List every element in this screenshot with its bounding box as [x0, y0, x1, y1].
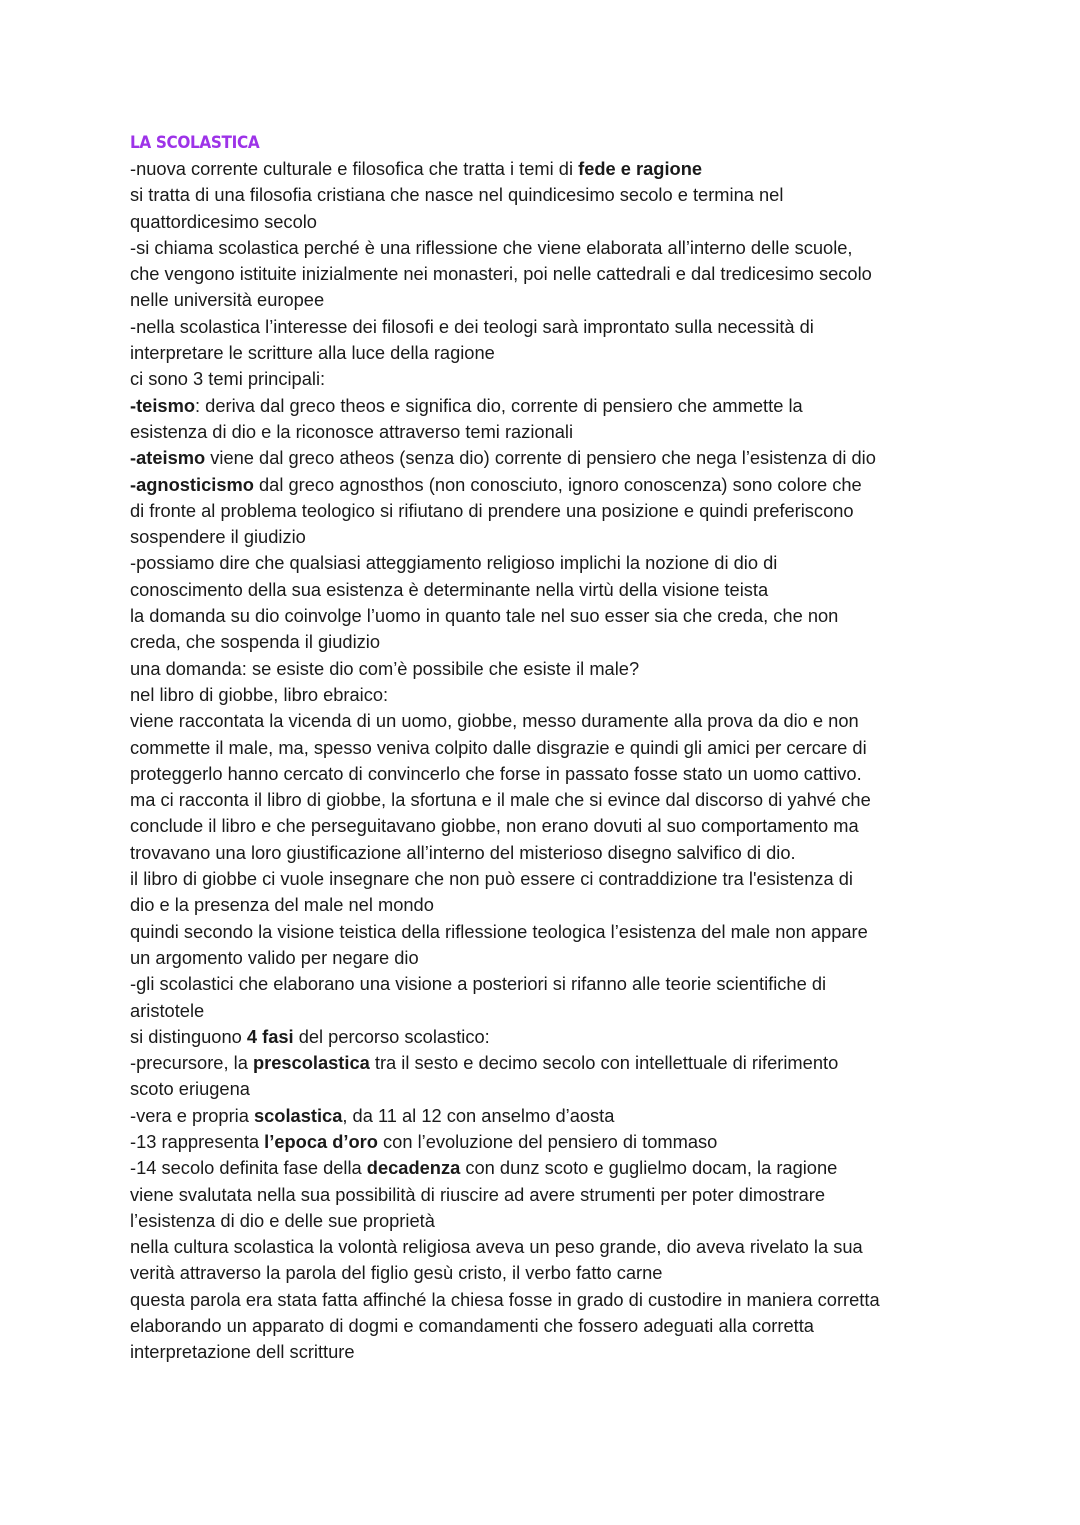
- text-segment: -gli scolastici che elaborano una visione a posteriori si rifanno alle teorie scientifiche di: [130, 973, 827, 995]
- text-segment: nella cultura scolastica la volontà religiosa aveva un peso grande, dio aveva rivelato la sua: [130, 1236, 863, 1258]
- text-line: [130, 1339, 960, 1365]
- text-segment: creda, che sospenda il giudizio: [130, 631, 381, 653]
- text-segment: nelle università europee: [130, 289, 325, 311]
- text-segment: -si chiama scolastica perché è una riflessione che viene elaborata all’interno delle scuole,: [130, 236, 853, 258]
- text-line: [130, 629, 960, 655]
- text-segment: , da 11 al 12 con anselmo d’aosta: [342, 1104, 615, 1126]
- text-line: [130, 840, 960, 866]
- text-segment: questa parola era stata fatta affinché la chiesa fosse in grado di custodire in maniera corretta: [130, 1288, 880, 1310]
- text-line: [130, 787, 960, 813]
- text-line: [130, 1234, 960, 1260]
- text-segment: di fronte al problema teologico si rifiutano di prendere una posizione e quindi preferiscono: [130, 499, 854, 521]
- text-line: [130, 498, 960, 524]
- text-line: [130, 577, 960, 603]
- text-line: [130, 524, 960, 550]
- text-line: [130, 1182, 960, 1208]
- text-segment: l’esistenza di dio e delle sue proprietà: [130, 1209, 435, 1231]
- text-segment: il libro di giobbe ci vuole insegnare che non può essere ci contraddizione tra l'esistenza di: [130, 868, 853, 890]
- text-line: [130, 945, 960, 971]
- text-line: [130, 393, 960, 419]
- text-segment: elaborando un apparato di dogmi e comandamenti che fossero adeguati alla corretta: [130, 1315, 814, 1337]
- bold-term: fede e ragione: [578, 158, 703, 179]
- text-line: [130, 919, 960, 945]
- text-segment: nel libro di giobbe, libro ebraico:: [130, 683, 389, 705]
- text-segment: dio e la presenza del male nel mondo: [130, 894, 434, 916]
- text-line: [130, 1155, 960, 1181]
- text-line: [130, 1050, 960, 1076]
- text-segment: viene raccontata la vicenda di un uomo, giobbe, messo duramente alla prova da dio e non: [130, 710, 859, 732]
- text-line: [130, 1287, 960, 1313]
- text-line: [130, 445, 960, 471]
- document-title: LA SCOLASTICA: [130, 133, 260, 153]
- bold-term: -agnosticismo: [130, 473, 254, 495]
- text-line: [130, 1129, 960, 1155]
- text-segment: quattordicesimo secolo: [130, 210, 317, 232]
- bold-term: decadenza: [366, 1157, 461, 1179]
- text-segment: interpretazione dell scritture: [130, 1341, 355, 1363]
- text-segment: conoscimento della sua esistenza è determinante nella virtù della visione teista: [130, 578, 769, 600]
- text-line: [130, 1313, 960, 1339]
- text-line: [130, 971, 960, 997]
- text-line: [130, 603, 960, 629]
- text-line: [130, 287, 960, 313]
- bold-term: l’epoca d’oro: [264, 1130, 378, 1152]
- text-line: [130, 866, 960, 892]
- text-line: [130, 1024, 960, 1050]
- text-line: [130, 1103, 960, 1129]
- text-line: [130, 735, 960, 761]
- text-segment: quindi secondo la visione teistica della riflessione teologica l’esistenza del male non appare: [130, 920, 868, 942]
- text-segment: -nella scolastica l’interesse dei filosofi e dei teologi sarà improntato sulla necessità di: [130, 315, 814, 337]
- text-line: [130, 472, 960, 498]
- text-line: [130, 340, 960, 366]
- bold-term: prescolastica: [252, 1052, 370, 1074]
- text-segment: viene svalutata nella sua possibilità di riuscire ad avere strumenti per poter dimostrare: [130, 1183, 826, 1205]
- text-line: [130, 209, 960, 235]
- text-line: [130, 261, 960, 287]
- text-segment: dal greco agnosthos (non conosciuto, ignoro conoscenza) sono colore che: [253, 473, 862, 495]
- text-segment: la domanda su dio coinvolge l’uomo in quanto tale nel suo esser sia che creda, che non: [130, 605, 839, 627]
- text-line: [130, 1076, 960, 1102]
- text-segment: che vengono istituite inizialmente nei monasteri, poi nelle cattedrali e dal tredicesimo secolo: [130, 263, 872, 285]
- text-segment: un argomento valido per negare dio: [130, 946, 419, 968]
- text-segment: ci sono 3 temi principali:: [130, 368, 326, 390]
- text-segment: -precursore, la: [130, 1052, 253, 1074]
- text-segment: -vera e propria: [130, 1104, 254, 1126]
- text-line: [130, 761, 960, 787]
- document-body: [130, 156, 960, 1366]
- text-segment: trovavano una loro giustificazione all’interno del misterioso disegno salvifico di dio.: [130, 841, 796, 863]
- document-page: [130, 130, 960, 1366]
- text-line: [130, 156, 960, 182]
- text-line: [130, 182, 960, 208]
- bold-term: -teismo: [130, 394, 196, 416]
- text-segment: con dunz scoto e guglielmo docam, la ragione: [460, 1157, 838, 1179]
- text-line: [130, 892, 960, 918]
- text-line: [130, 314, 960, 340]
- text-segment: -nuova corrente culturale e filosofica che tratta i temi di: [130, 158, 579, 179]
- text-segment: del percorso scolastico:: [293, 1025, 490, 1047]
- text-segment: conclude il libro e che perseguitavano giobbe, non erano dovuti al suo comportamento ma: [130, 815, 859, 837]
- text-segment: si tratta di una filosofia cristiana che nasce nel quindicesimo secolo e termina nel: [130, 184, 784, 206]
- text-segment: -possiamo dire che qualsiasi atteggiamento religioso implichi la nozione di dio di: [130, 552, 778, 574]
- text-line: [130, 998, 960, 1024]
- text-line: [130, 235, 960, 261]
- text-segment: aristotele: [130, 999, 205, 1021]
- bold-term: -ateismo: [130, 447, 206, 469]
- text-segment: commette il male, ma, spesso veniva colpito dalle disgrazie e quindi gli amici per cercare di: [130, 736, 867, 758]
- text-segment: tra il sesto e decimo secolo con intellettuale di riferimento: [369, 1052, 839, 1074]
- text-segment: -14 secolo definita fase della: [130, 1157, 367, 1179]
- text-segment: esistenza di dio e la riconosce attraverso temi razionali: [130, 420, 574, 442]
- text-segment: scoto eriugena: [130, 1078, 250, 1100]
- text-line: [130, 550, 960, 576]
- text-segment: ma ci racconta il libro di giobbe, la sfortuna e il male che si evince dal discorso di yahvé che: [130, 789, 871, 811]
- text-segment: sospendere il giudizio: [130, 526, 306, 548]
- text-line: [130, 419, 960, 445]
- text-line: [130, 682, 960, 708]
- text-segment: proteggerlo hanno cercato di convincerlo che forse in passato fosse stato un uomo cattivo.: [130, 762, 862, 784]
- text-line: [130, 366, 960, 392]
- text-segment: : deriva dal greco theos e significa dio, corrente di pensiero che ammette la: [195, 394, 803, 416]
- bold-term: scolastica: [253, 1104, 343, 1126]
- text-segment: -13 rappresenta: [130, 1130, 265, 1152]
- text-segment: si distinguono: [130, 1025, 247, 1047]
- text-segment: verità attraverso la parola del figlio gesù cristo, il verbo fatto carne: [130, 1262, 663, 1284]
- text-line: [130, 1208, 960, 1234]
- text-line: [130, 708, 960, 734]
- text-segment: viene dal greco atheos (senza dio) corrente di pensiero che nega l’esistenza di dio: [205, 447, 876, 469]
- text-segment: una domanda: se esiste dio com’è possibile che esiste il male?: [130, 657, 640, 679]
- text-segment: interpretare le scritture alla luce della ragione: [130, 342, 495, 364]
- bold-term: 4 fasi: [246, 1025, 294, 1047]
- text-line: [130, 813, 960, 839]
- text-segment: con l’evoluzione del pensiero di tommaso: [377, 1130, 718, 1152]
- text-line: [130, 656, 960, 682]
- text-line: [130, 1260, 960, 1286]
